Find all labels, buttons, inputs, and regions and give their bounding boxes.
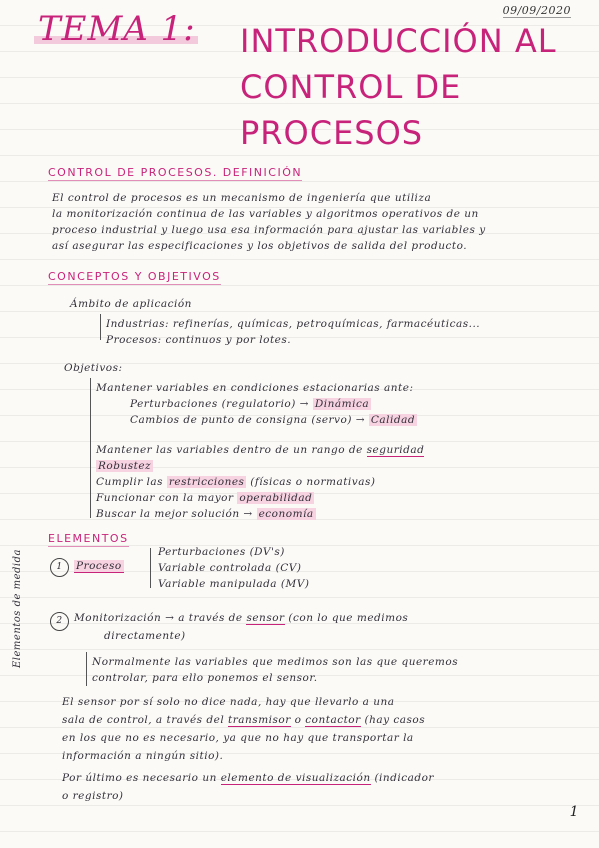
obj-2-text: Mantener las variables dentro de un rango de (96, 444, 363, 456)
monit-rest: (con lo que medimos (288, 612, 409, 624)
proceso-label (74, 560, 124, 572)
obj-5 (96, 492, 314, 504)
monit-line-2: directamente) (104, 630, 186, 642)
title-tema: TEMA 1: (38, 9, 196, 49)
page-number: 1 (569, 804, 579, 820)
monit-line-10: o registro) (62, 790, 124, 802)
obj-1b (130, 414, 417, 426)
heading-definicion: CONTROL DE PROCESOS. DEFINICIÓN (48, 166, 303, 179)
objetivos-label: Objetivos: (64, 362, 123, 374)
obj-6-text: Buscar la mejor solución → (96, 508, 253, 520)
title-line-2: CONTROL DE (240, 68, 462, 106)
m6-rest: (hay casos (364, 714, 426, 726)
heading-conceptos: CONCEPTOS Y OBJETIVOS (48, 270, 221, 283)
sensor-underline: sensor (246, 612, 285, 624)
side-note-elementos-medida: Elementos de medida (12, 549, 23, 668)
industrias: Industrias: refinerías, químicas, petroquímicas, farmacéuticas... (106, 318, 481, 330)
monit-line-3: Normalmente las variables que medimos son las que queremos (92, 656, 459, 668)
monit-line-1 (74, 612, 408, 624)
obj-5-text: Funcionar con la mayor (96, 492, 234, 504)
number-2: 2 (50, 612, 69, 631)
obj-3 (96, 460, 153, 472)
obj-2-underline: seguridad (366, 444, 425, 456)
def-line-2: la monitorización continua de las variables y algoritmos operativos de un (52, 208, 479, 220)
obj-5-highlight: operabilidad (239, 492, 313, 504)
obj-2 (96, 444, 424, 456)
def-line-1: El control de procesos es un mecanismo de ingeniería que utiliza (52, 192, 432, 204)
visualizacion-underline: elemento de visualización (220, 772, 371, 784)
def-line-4: así asegurar las especificaciones y los objetivos de salida del producto. (52, 240, 468, 252)
monit-line-9 (62, 772, 434, 784)
date: 09/09/2020 (502, 4, 571, 17)
monit-line-4: controlar, para ello ponemos el sensor. (92, 672, 318, 684)
transmisor-underline: transmisor (228, 714, 291, 726)
obj-6-highlight: economía (258, 508, 314, 520)
var-manipulada: Variable manipulada (MV) (158, 578, 310, 590)
monit-line-5: El sensor por sí solo no dice nada, hay que llevarlo a una (62, 696, 395, 708)
obj-1: Mantener variables en condiciones estacionarias ante: (96, 382, 414, 394)
ambito: Ámbito de aplicación (70, 298, 192, 310)
bracket-proceso (150, 548, 151, 588)
m6-text: sala de control, a través del (62, 714, 225, 726)
monit-text: Monitorización → a través de (74, 612, 243, 624)
obj-4-rest: (físicas o normativas) (250, 476, 376, 488)
obj-1a-text: Perturbaciones (regulatorio) → (130, 398, 309, 410)
monit-line-6 (62, 714, 425, 726)
bracket-normal (86, 652, 87, 686)
title-line-1: INTRODUCCIÓN AL (240, 22, 557, 60)
title-block (240, 18, 557, 156)
bracket (100, 314, 101, 340)
contactor-underline: contactor (305, 714, 361, 726)
obj-3-highlight: Robustez (98, 460, 152, 472)
monit-line-8: información a ningún sitio). (62, 750, 224, 762)
obj-4 (96, 476, 375, 488)
var-controlada: Variable controlada (CV) (158, 562, 302, 574)
obj-1a (130, 398, 371, 410)
perturbaciones: Perturbaciones (DV's) (158, 546, 285, 558)
heading-elementos: ELEMENTOS (48, 532, 129, 545)
obj-1a-highlight: Dinámica (314, 398, 370, 410)
bracket-objetivos (90, 378, 91, 518)
number-1: 1 (50, 558, 69, 577)
obj-1b-highlight: Calidad (370, 414, 416, 426)
m9-rest: (indicador (374, 772, 434, 784)
proceso-highlight: Proceso (76, 560, 122, 572)
obj-4-text: Cumplir las (96, 476, 164, 488)
obj-1b-text: Cambios de punto de consigna (servo) → (130, 414, 366, 426)
title-line-3: PROCESOS (240, 114, 424, 152)
obj-4-highlight: restricciones (168, 476, 245, 488)
monit-line-7: en los que no es necesario, ya que no hay que transportar la (62, 732, 414, 744)
obj-6 (96, 508, 316, 520)
procesos: Procesos: continuos y por lotes. (106, 334, 292, 346)
m6-o: o (294, 714, 302, 726)
m9-text: Por último es necesario un (62, 772, 217, 784)
def-line-3: proceso industrial y luego usa esa información para ajustar las variables y (52, 224, 486, 236)
